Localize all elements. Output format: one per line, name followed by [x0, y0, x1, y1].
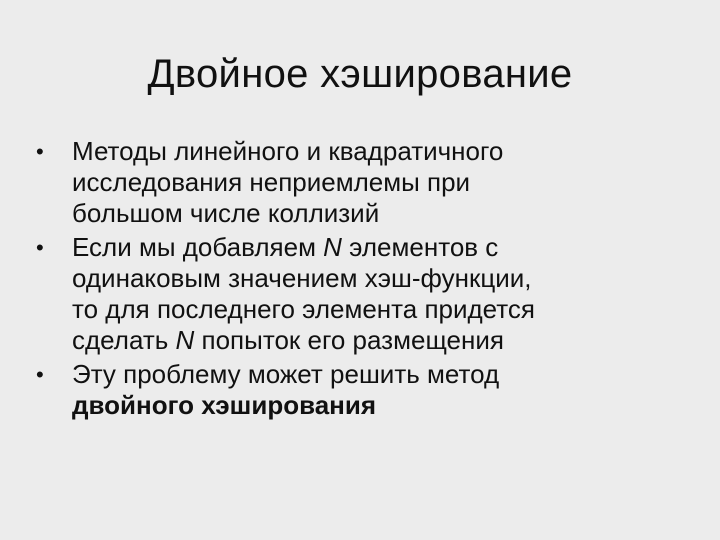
bullet-2-line-3: то для последнего элемента придется: [72, 294, 535, 324]
bullet-2-text-d: попыток его размещения: [194, 325, 504, 355]
bullet-3-line-1: Эту проблему может решить метод: [72, 359, 500, 389]
bullet-1-line-3: большом числе коллизий: [72, 198, 380, 228]
bullet-2-line-2: одинаковым значением хэш-функции,: [72, 263, 532, 293]
bullet-item-1: [36, 136, 676, 229]
bullet-1-line-1: Методы линейного и квадратичного: [72, 136, 504, 166]
bullet-2-line-4: [72, 325, 676, 356]
bullet-icon: •: [36, 235, 44, 260]
bullet-item-2: [36, 232, 676, 356]
bullet-2-text-a: Если мы добавляем: [72, 232, 324, 262]
bullet-3-emphasis: двойного хэширования: [72, 390, 377, 420]
bullet-2-text-b: элементов с: [341, 232, 499, 262]
variable-n: N: [323, 232, 342, 262]
variable-n: N: [175, 325, 195, 355]
bullet-list: [36, 136, 676, 424]
slide-title: Двойное хэширование: [147, 52, 573, 96]
bullet-icon: •: [36, 139, 44, 164]
bullet-item-3: [36, 359, 676, 421]
bullet-1-line-2: исследования неприемлемы при: [72, 167, 471, 197]
bullet-2-line-1: [72, 232, 676, 263]
bullet-2-text-c: сделать: [72, 325, 176, 355]
bullet-icon: •: [36, 362, 44, 387]
